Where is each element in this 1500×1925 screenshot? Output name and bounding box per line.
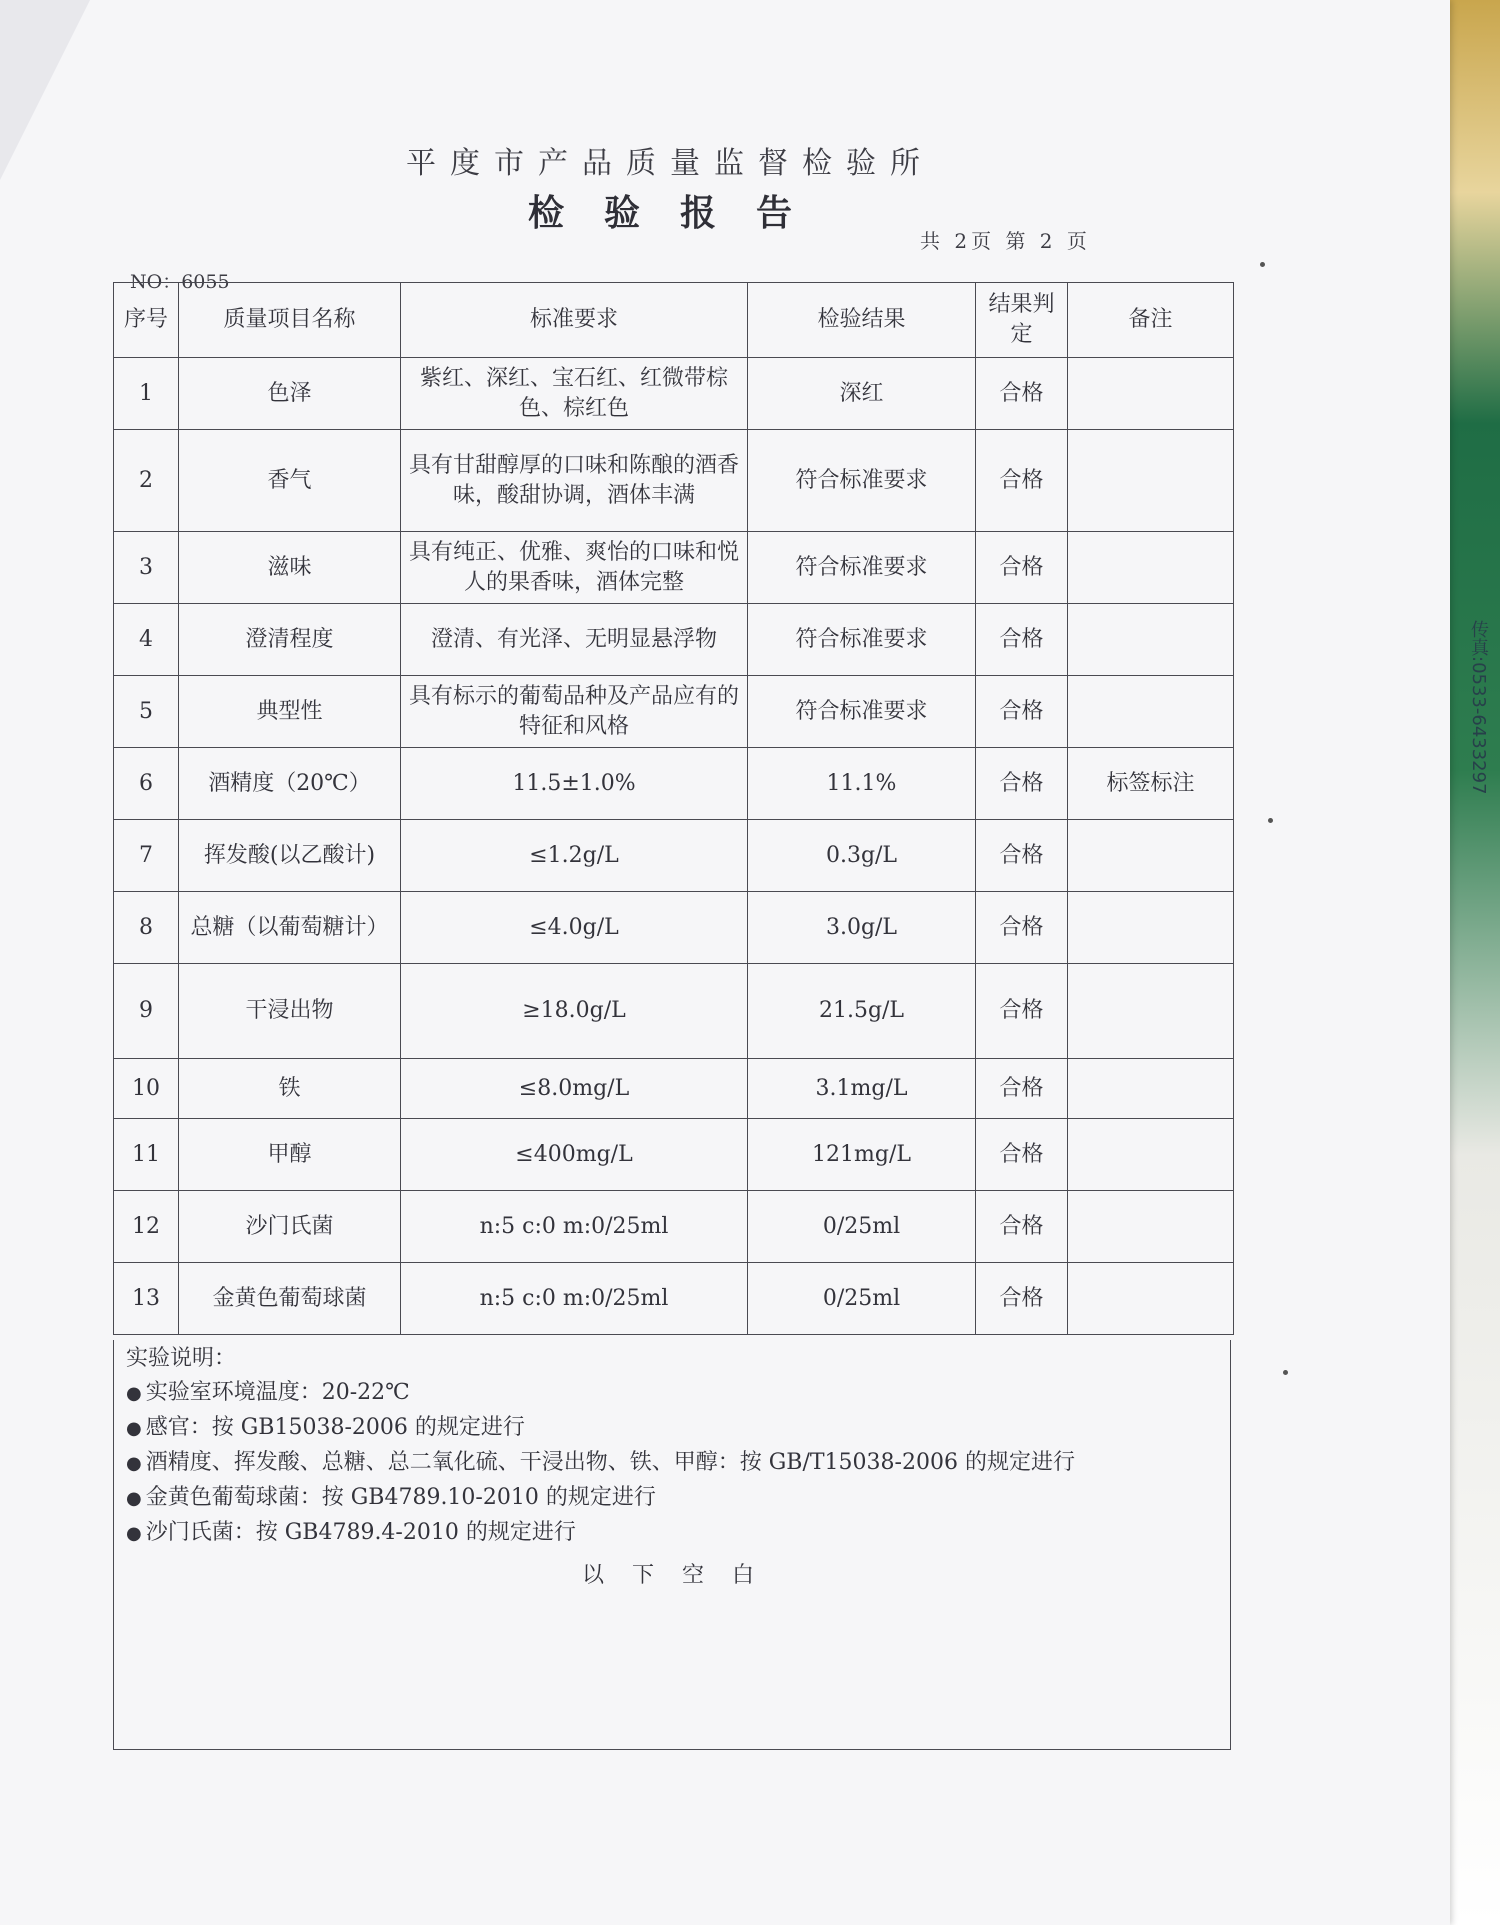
cell-remark — [1068, 430, 1234, 532]
cell-judgment: 合格 — [976, 748, 1068, 820]
note-item: ● 实验室环境温度：20-22℃ — [126, 1376, 1218, 1411]
header-remark: 备注 — [1068, 283, 1234, 358]
cell-item: 典型性 — [179, 676, 401, 748]
header-standard: 标准要求 — [401, 283, 748, 358]
cell-item: 香气 — [179, 430, 401, 532]
cell-standard: ≥18.0g/L — [401, 964, 748, 1059]
cell-item: 铁 — [179, 1059, 401, 1119]
cell-remark — [1068, 358, 1234, 430]
cell-judgment: 合格 — [976, 1059, 1068, 1119]
cell-remark — [1068, 1191, 1234, 1263]
table-row — [114, 532, 1234, 604]
paper-speck — [1268, 818, 1273, 823]
cell-result: 121mg/L — [748, 1119, 976, 1191]
cell-judgment: 合格 — [976, 532, 1068, 604]
cell-result: 符合标准要求 — [748, 430, 976, 532]
cell-seq: 7 — [114, 820, 179, 892]
cell-judgment: 合格 — [976, 430, 1068, 532]
organization-name: 平度市产品质量监督检验所 — [406, 146, 934, 181]
paper-speck — [1283, 1370, 1288, 1375]
cell-remark — [1068, 1059, 1234, 1119]
cell-seq: 5 — [114, 676, 179, 748]
note-item: ● 酒精度、挥发酸、总糖、总二氧化硫、干浸出物、铁、甲醇：按 GB/T15038-2006 的规定进行 — [126, 1446, 1218, 1481]
cell-item: 挥发酸(以乙酸计) — [179, 820, 401, 892]
cell-judgment: 合格 — [976, 964, 1068, 1059]
cell-standard: ≤1.2g/L — [401, 820, 748, 892]
cell-item: 滋味 — [179, 532, 401, 604]
cell-standard: 具有纯正、优雅、爽怡的口味和悦人的果香味，酒体完整 — [401, 532, 748, 604]
report-title: 检验报告 — [527, 192, 832, 234]
table-row — [114, 1119, 1234, 1191]
cell-standard: n:5 c:0 m:0/25ml — [401, 1263, 748, 1335]
table-row — [114, 1263, 1234, 1335]
cell-remark — [1068, 676, 1234, 748]
header-judgment: 结果判定 — [976, 283, 1068, 358]
cell-item: 甲醇 — [179, 1119, 401, 1191]
table-row — [114, 892, 1234, 964]
cell-result: 符合标准要求 — [748, 532, 976, 604]
background-card-text: 传真:0533-6433297 — [1468, 620, 1489, 795]
cell-judgment: 合格 — [976, 820, 1068, 892]
cell-seq: 10 — [114, 1059, 179, 1119]
cell-remark — [1068, 532, 1234, 604]
table-row — [114, 964, 1234, 1059]
cell-standard: ≤4.0g/L — [401, 892, 748, 964]
cell-standard: ≤400mg/L — [401, 1119, 748, 1191]
paper-speck — [1260, 262, 1265, 267]
cell-judgment: 合格 — [976, 1263, 1068, 1335]
cell-seq: 4 — [114, 604, 179, 676]
table-row — [114, 1191, 1234, 1263]
cell-seq: 11 — [114, 1119, 179, 1191]
cell-seq: 3 — [114, 532, 179, 604]
cell-result: 深红 — [748, 358, 976, 430]
cell-judgment: 合格 — [976, 1191, 1068, 1263]
cell-remark — [1068, 964, 1234, 1059]
report-number: NO：6055 — [130, 271, 230, 293]
cell-item: 酒精度（20℃） — [179, 748, 401, 820]
blank-below-mark: 以下空白 — [581, 1563, 782, 1588]
cell-item: 澄清程度 — [179, 604, 401, 676]
test-notes-section — [113, 1340, 1231, 1750]
cell-seq: 1 — [114, 358, 179, 430]
table-row — [114, 820, 1234, 892]
note-item: ● 金黄色葡萄球菌：按 GB4789.10-2010 的规定进行 — [126, 1481, 1218, 1516]
cell-standard: n:5 c:0 m:0/25ml — [401, 1191, 748, 1263]
table-row — [114, 676, 1234, 748]
cell-item: 沙门氏菌 — [179, 1191, 401, 1263]
cell-judgment: 合格 — [976, 604, 1068, 676]
cell-result: 11.1% — [748, 748, 976, 820]
table-header-row — [114, 283, 1234, 358]
cell-standard: 紫红、深红、宝石红、红微带棕色、棕红色 — [401, 358, 748, 430]
page-indicator: 共 2页 第 2 页 — [920, 229, 1091, 253]
cell-remark — [1068, 820, 1234, 892]
cell-standard: 澄清、有光泽、无明显悬浮物 — [401, 604, 748, 676]
cell-remark — [1068, 1263, 1234, 1335]
cell-judgment: 合格 — [976, 1119, 1068, 1191]
inspection-table — [113, 282, 1234, 1335]
cell-result: 符合标准要求 — [748, 676, 976, 748]
cell-item: 干浸出物 — [179, 964, 401, 1059]
table-row — [114, 430, 1234, 532]
cell-standard: 具有标示的葡萄品种及产品应有的特征和风格 — [401, 676, 748, 748]
cell-seq: 9 — [114, 964, 179, 1059]
cell-remark — [1068, 1119, 1234, 1191]
cell-standard: 具有甘甜醇厚的口味和陈酿的酒香味，酸甜协调，酒体丰满 — [401, 430, 748, 532]
table-row — [114, 358, 1234, 430]
table-row — [114, 748, 1234, 820]
cell-result: 3.1mg/L — [748, 1059, 976, 1119]
cell-item: 总糖（以葡萄糖计） — [179, 892, 401, 964]
cell-seq: 12 — [114, 1191, 179, 1263]
note-item: ● 感官：按 GB15038-2006 的规定进行 — [126, 1411, 1218, 1446]
cell-seq: 8 — [114, 892, 179, 964]
cell-judgment: 合格 — [976, 358, 1068, 430]
header-result: 检验结果 — [748, 283, 976, 358]
table-row — [114, 1059, 1234, 1119]
cell-result: 3.0g/L — [748, 892, 976, 964]
page-fold — [0, 0, 90, 180]
cell-seq: 2 — [114, 430, 179, 532]
cell-result: 0/25ml — [748, 1191, 976, 1263]
cell-remark — [1068, 604, 1234, 676]
cell-standard: ≤8.0mg/L — [401, 1059, 748, 1119]
cell-seq: 6 — [114, 748, 179, 820]
cell-judgment: 合格 — [976, 892, 1068, 964]
cell-result: 符合标准要求 — [748, 604, 976, 676]
table-row — [114, 604, 1234, 676]
note-item: ● 沙门氏菌：按 GB4789.4-2010 的规定进行 — [126, 1516, 1218, 1551]
cell-result: 21.5g/L — [748, 964, 976, 1059]
cell-judgment: 合格 — [976, 676, 1068, 748]
cell-remark: 标签标注 — [1068, 748, 1234, 820]
header-item: 质量项目名称 — [179, 283, 401, 358]
cell-remark — [1068, 892, 1234, 964]
cell-item: 金黄色葡萄球菌 — [179, 1263, 401, 1335]
cell-result: 0.3g/L — [748, 820, 976, 892]
cell-seq: 13 — [114, 1263, 179, 1335]
notes-title: 实验说明： — [126, 1346, 237, 1371]
cell-result: 0/25ml — [748, 1263, 976, 1335]
header-seq: 序号 — [114, 283, 179, 358]
cell-item: 色泽 — [179, 358, 401, 430]
cell-standard: 11.5±1.0% — [401, 748, 748, 820]
